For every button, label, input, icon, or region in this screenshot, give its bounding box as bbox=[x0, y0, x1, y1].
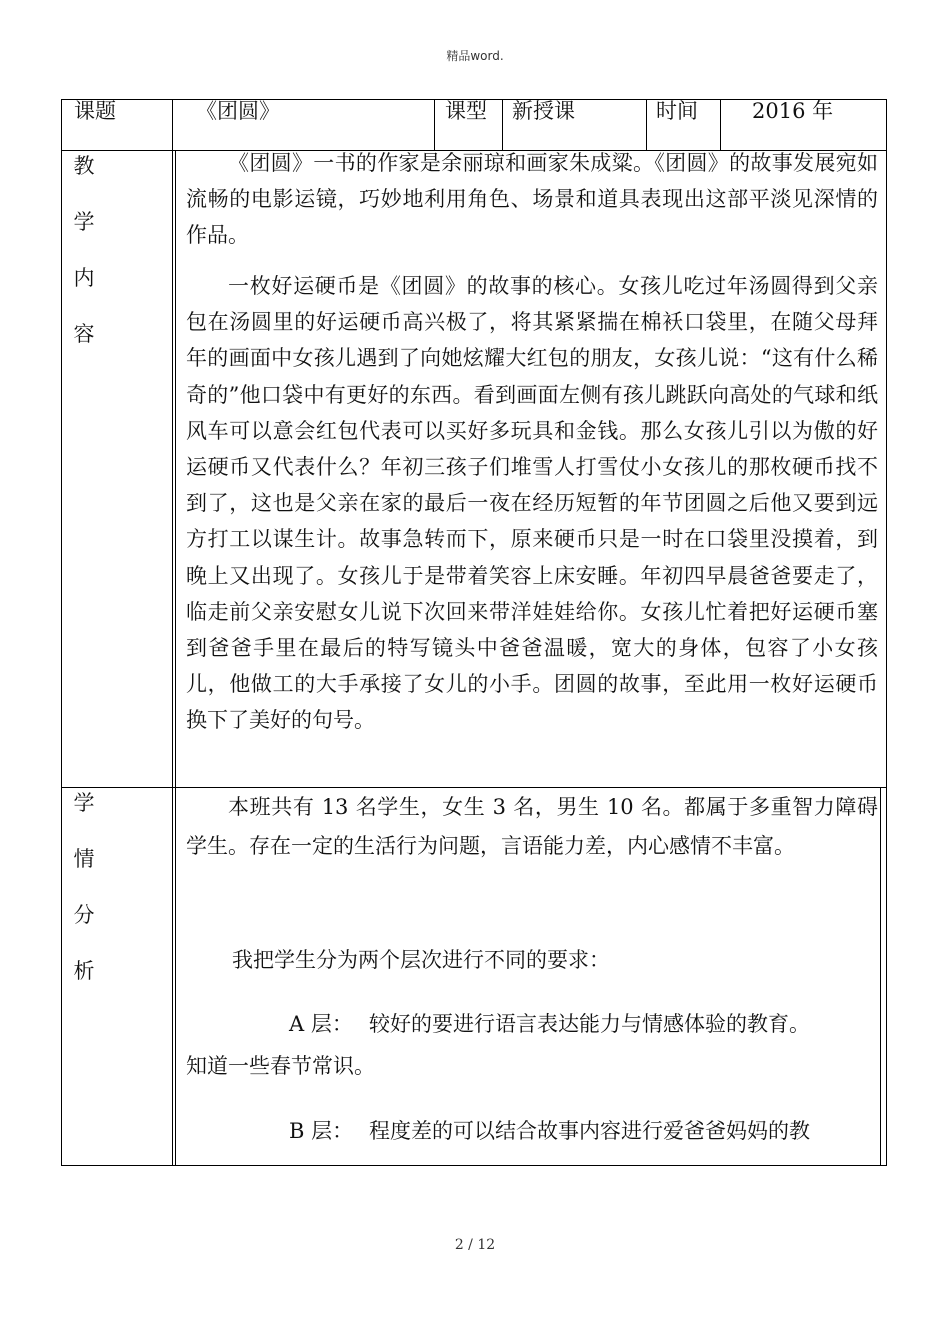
time-label: 时间 bbox=[656, 99, 698, 123]
level-a-continued: 知道一些春节常识。 bbox=[186, 1054, 375, 1078]
content-label-char: 容 bbox=[73, 322, 95, 346]
level-b-text: 程度差的可以结合故事内容进行爱爸爸妈妈的教 bbox=[369, 1119, 810, 1143]
column-divider-type-value bbox=[502, 99, 503, 150]
content-paragraph-2: 一枚好运硬币是《团圆》的故事的核心。女孩儿吃过年汤圆得到父亲包在汤圆里的好运硬币高兴极了，将其紧紧揣在棉袄口袋里，在随父母拜年的画面中女孩儿遇到了向她炫耀大红包的朋友，女孩儿说：“这有什么稀奇的”他口袋中有更好的东西。看到画面左侧有孩儿跳跃向高处的气球和纸风车可以意会红包代表可以买好多玩具和金钱。那么女孩儿引以为傲的好运硬币又代表什么？年初三孩子们堆雪人打雪仗小女孩儿的那枚硬币找不到了，这也是父亲在家的最后一夜在经历短暂的年节团圆之后他又要到远方打工以谋生计。故事急转而下，原来硬币只是一时在口袋里没摸着，到晚上又出现了。女孩儿于是带着笑容上床安睡。年初四早晨爸爸要走了，临走前父亲安慰女儿说下次回来带洋娃娃给你。女孩儿忙着把好运硬币塞到爸爸手里在最后的特写镜头中爸爸温暖，宽大的身体，包容了小女孩儿，他做工的大手承接了女儿的小手。团圆的故事，至此用一枚好运硬币换下了美好的句号。 bbox=[186, 274, 878, 733]
analysis-label-char: 分 bbox=[73, 903, 95, 927]
time-value: 2016 年 bbox=[752, 99, 834, 123]
content-label-char: 教 bbox=[73, 154, 95, 178]
content-label-char: 学 bbox=[73, 210, 95, 234]
page-header: 精品word. bbox=[446, 49, 504, 63]
page-number: 2 / 12 bbox=[454, 1237, 496, 1253]
levels-intro: 我把学生分为两个层次进行不同的要求： bbox=[232, 948, 610, 972]
column-divider-label bbox=[172, 99, 173, 1166]
column-divider-type-label bbox=[434, 99, 435, 150]
analysis-intro: 本班共有 13 名学生，女生 3 名，男生 10 名。都属于多重智力障碍学生。存在一定的生活行为问题，言语能力差，内心感情不丰富。 bbox=[186, 795, 878, 858]
analysis-label-char: 析 bbox=[73, 959, 95, 983]
level-b-label: B 层： bbox=[289, 1119, 354, 1143]
topic-label: 课题 bbox=[74, 99, 116, 123]
level-a-label: A 层： bbox=[289, 1012, 353, 1036]
content-label-char: 内 bbox=[73, 266, 95, 290]
level-a-text: 较好的要进行语言表达能力与情感体验的教育。 bbox=[369, 1012, 810, 1036]
column-divider-label-inner bbox=[175, 150, 176, 1166]
topic-value: 《团圆》 bbox=[196, 99, 280, 123]
column-divider-right-inner bbox=[880, 787, 881, 1166]
content-label bbox=[64, 152, 104, 376]
analysis-label bbox=[64, 789, 104, 1013]
analysis-label-char: 学 bbox=[73, 791, 95, 815]
type-value: 新授课 bbox=[512, 99, 575, 123]
type-label: 课型 bbox=[445, 99, 487, 123]
column-divider-time-label bbox=[646, 99, 647, 150]
content-paragraph-1: 《团圆》一书的作家是余丽琼和画家朱成粱。《团圆》的故事发展宛如流畅的电影运镜，巧妙地利用角色、场景和道具表现出这部平淡见深情的作品。 bbox=[186, 151, 878, 248]
column-divider-time-value bbox=[720, 99, 721, 150]
analysis-label-char: 情 bbox=[73, 847, 95, 871]
